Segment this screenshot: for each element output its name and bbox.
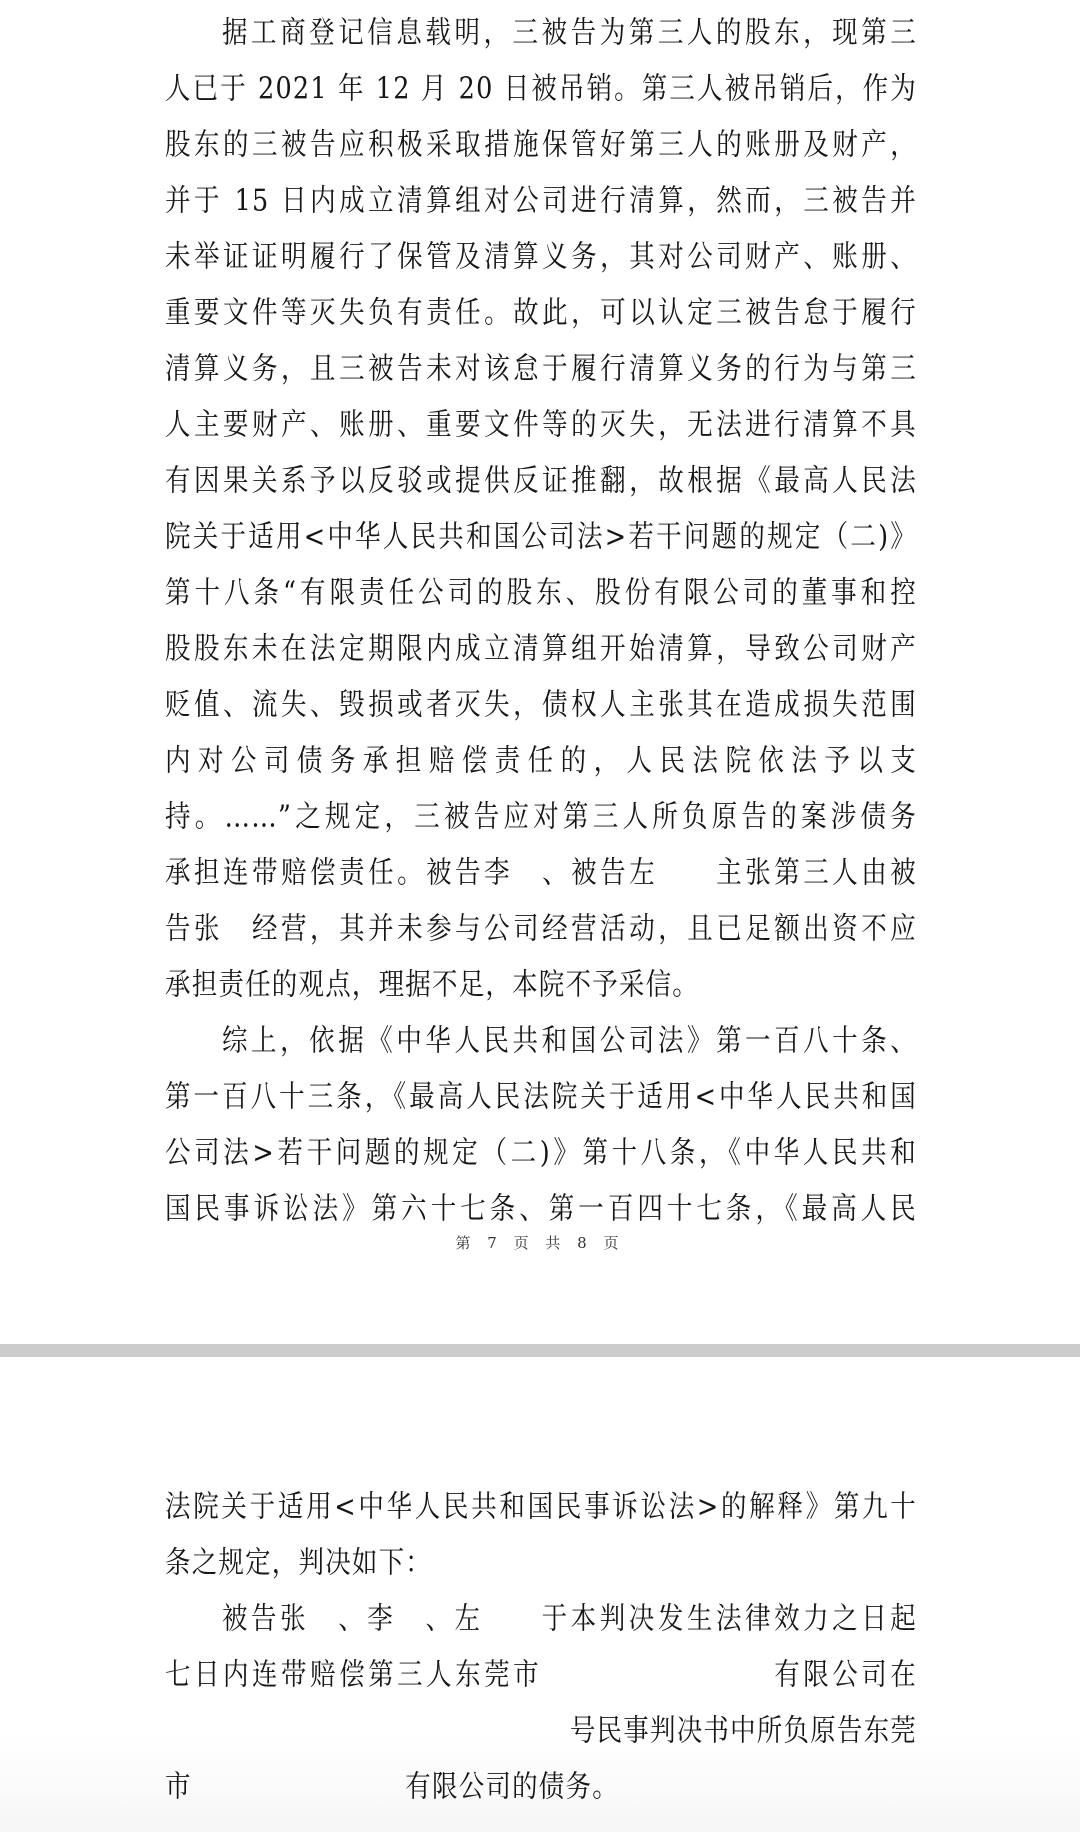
text-line: 告张 经营，其并未参与公司经营活动，且已足额出资不应 (165, 911, 917, 947)
text-line: 清算义务，且三被告未对该怠于履行清算义务的行为与第三 (165, 351, 917, 387)
text-line: 有因果关系予以反驳或提供反证推翻，故根据《最高人民法 (165, 463, 917, 499)
text-line: 贬值、流失、毁损或者灭失，债权人主张其在造成损失范围 (165, 687, 917, 723)
text-line: 重要文件等灭失负有责任。故此，可以认定三被告怠于履行 (165, 295, 917, 331)
text-line: 公司法>若干问题的规定（二)》第十八条，《中华人民共和 (165, 1135, 917, 1171)
judgment-text-line: 七日内连带赔偿第三人东莞市 有限公司在 (165, 1657, 917, 1693)
text-line: 第十八条“有限责任公司的股东、股份有限公司的董事和控 (165, 575, 917, 611)
text-line: 人已于 2021 年 12 月 20 日被吊销。第三人被吊销后，作为 (165, 71, 917, 107)
document-page-8 (0, 1357, 1080, 1832)
text-line: 并于 15 日内成立清算组对公司进行清算，然而，三被告并 (165, 183, 917, 219)
judgment-text-line: 市 有限公司的债务。 (165, 1769, 619, 1805)
text-line: 院关于适用<中华人民共和国公司法>若干问题的规定（二)》 (165, 519, 917, 555)
text-line: 承担责任的观点，理据不足，本院不予采信。 (165, 967, 700, 1003)
page-number-footer: 第 7 页 共 8 页 (455, 1234, 625, 1252)
judgment-text-line: 号民事判决书中所负原告东莞 (276, 1713, 917, 1749)
text-line: 法院关于适用<中华人民共和国民事诉讼法>的解释》第九十 (165, 1489, 917, 1525)
text-line: 条之规定，判决如下： (165, 1545, 433, 1581)
text-line: 股股东未在法定期限内成立清算组开始清算，导致公司财产 (165, 631, 917, 667)
text-line: 国民事诉讼法》第六十七条、第一百四十七条，《最高人民 (165, 1191, 917, 1227)
text-line: 股东的三被告应积极采取措施保管好第三人的账册及财产， (165, 127, 917, 163)
text-line: 综上，依据《中华人民共和国公司法》第一百八十条、 (222, 1023, 917, 1059)
judgment-text-line: 被告张 、李 、左 于本判决发生法律效力之日起 (222, 1601, 917, 1637)
text-line: 持。……”之规定，三被告应对第三人所负原告的案涉债务 (165, 799, 917, 835)
text-line: 承担连带赔偿责任。被告李 、被告左 主张第三人由被 (165, 855, 917, 891)
page-divider (0, 1344, 1080, 1357)
text-line: 据工商登记信息载明，三被告为第三人的股东，现第三 (222, 15, 917, 51)
text-line: 内对公司债务承担赔偿责任的，人民法院依法予以支 (165, 743, 917, 779)
text-line: 未举证证明履行了保管及清算义务，其对公司财产、账册、 (165, 239, 917, 275)
text-line: 第一百八十三条，《最高人民法院关于适用<中华人民共和国 (165, 1079, 917, 1115)
text-line: 人主要财产、账册、重要文件等的灭失，无法进行清算不具 (165, 407, 917, 443)
